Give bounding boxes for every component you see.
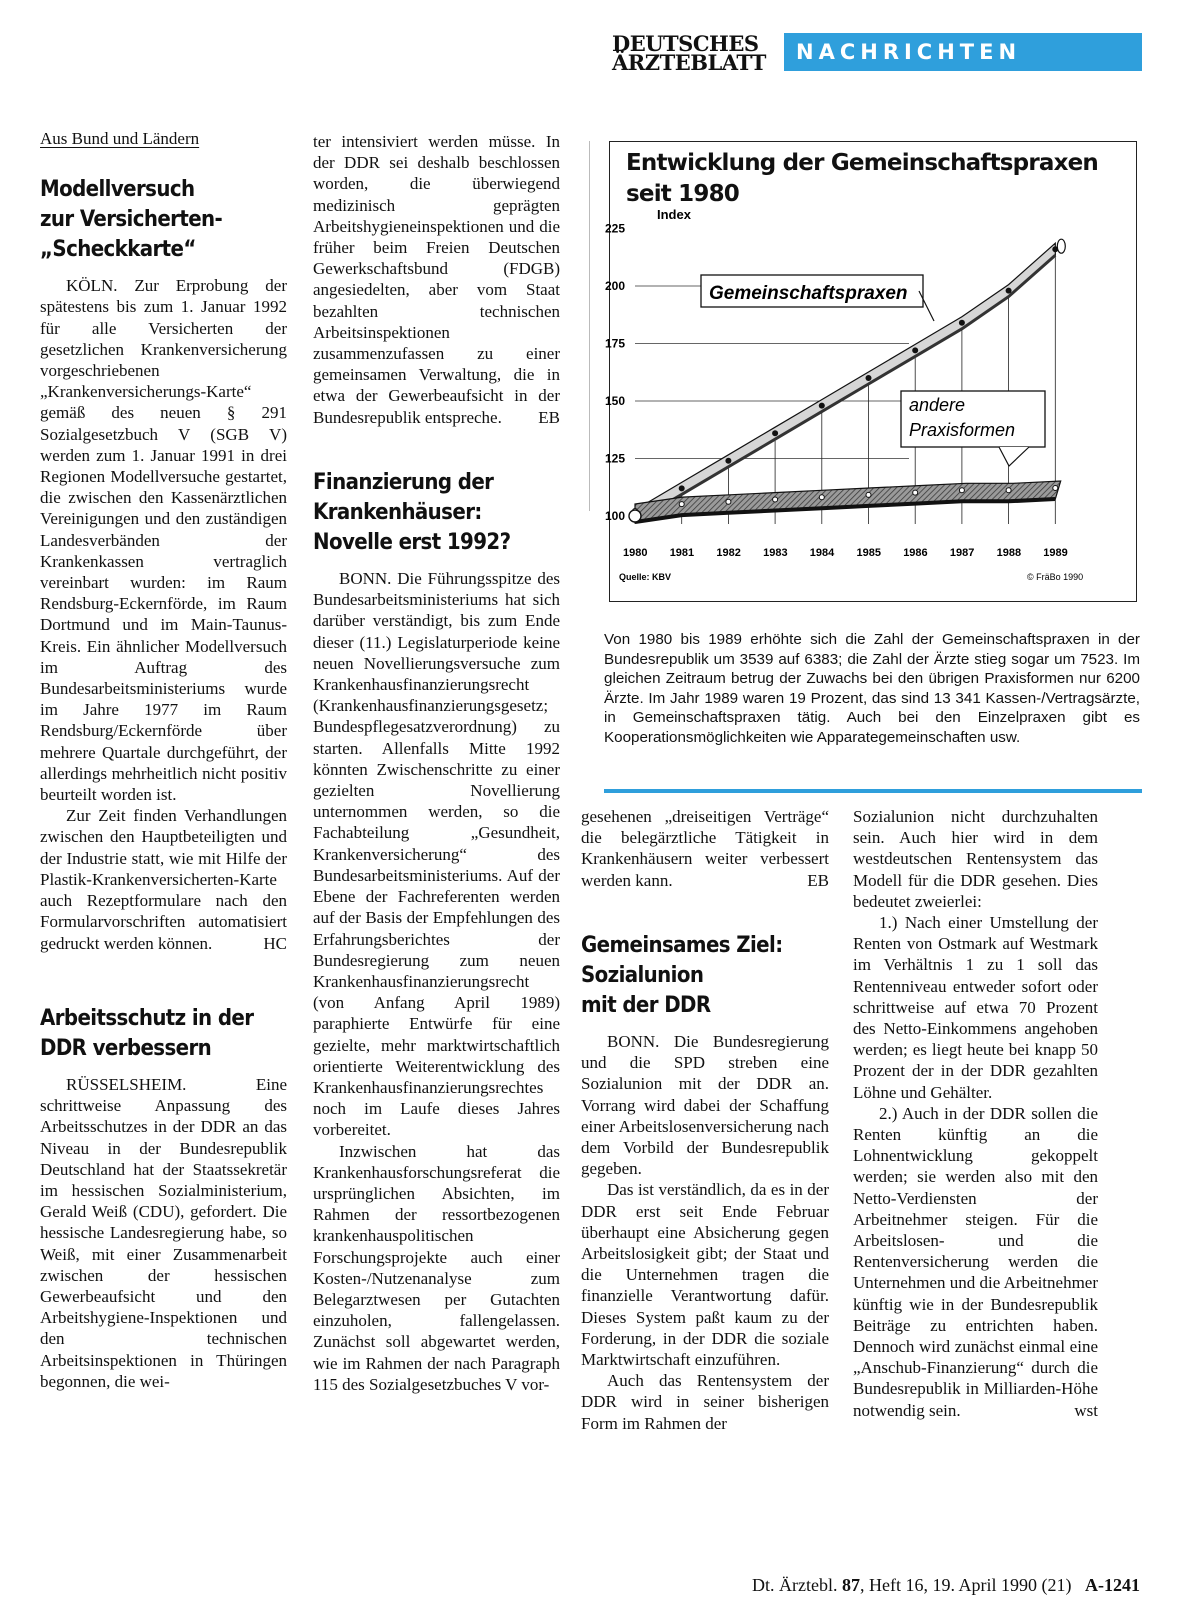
origin-marker xyxy=(629,510,641,522)
logo-line-1: DEUTSCHES xyxy=(612,31,759,56)
y-tick-label: 200 xyxy=(605,279,626,293)
headline-modellversuch xyxy=(40,175,287,265)
headline-finanzierung xyxy=(313,468,560,558)
x-tick-label: 1988 xyxy=(996,547,1022,559)
column-3 xyxy=(581,806,829,1434)
paragraph: ter intensiviert werden müsse. In der DDR sei deshalb beschlossen worden, die überwiegend medizinisch geprägten Arbeitshygieneinspektionen und die früher beim Freien Deutschen Gewerkschaftsbund (FDGB) angesiedelten, aber vom Staat bezahlten technischen Arbeitsinspektionen zusammenzufassen zu einer gemeinsamen Verwaltung, die in etwa der Gewerbeaufsicht in der Bundesrepublik entspreche. xyxy=(313,132,560,427)
label-andere-line-1: andere xyxy=(909,395,966,415)
data-point-gemeinschaftspraxen xyxy=(772,430,778,436)
headline-line: Gemeinsames Ziel: xyxy=(581,933,783,959)
paragraph: gesehenen „dreiseitigen Verträge“ die belegärztliche Tätigkeit in Krankenhäusern weiter verbessert werden kann. xyxy=(581,807,829,890)
data-point-andere xyxy=(1006,488,1011,493)
paragraph: BONN. Die Führungsspitze des Bundesarbeitsministeriums hat sich darüber verständigt, bis zum Ende dieser (11.) Legislaturperiode keine neuen Novellierungsversuche zum Krankenhausfinanzierungsrecht (Krankenhausfinanzierungsgesetz; Bundespflegesatzverordnung) zu starten. Allenfalls Mitte 1992 könnten Zwischenschritte zu einer gezielten Novellierung unternommen werden, so die Fachabteilung „Gesundheit, Krankenversicherung“ des Bundesarbeitsministeriums. Auf der Ebene der Fachreferenten werden auf der Basis der Empfehlungen des Erfahrungsberichtes der Bundesregierung zum neuen Krankenhausfinanzierungsrecht (von Anfang April 1989) paraphierte Entwürfe für eine gezielte, mehr marktwirtschaftlich orientierte Weiterentwicklung des Krankenhausfinanzierungsrechtes noch im Laufe dieses Jahres vorbereitet. xyxy=(313,569,560,1140)
data-point-gemeinschaftspraxen xyxy=(1006,288,1012,294)
column-divider xyxy=(589,141,590,511)
headline-line: „Scheckkarte“ xyxy=(40,237,196,263)
label-pointer-andere xyxy=(999,447,1029,466)
x-tick-label: 1983 xyxy=(763,547,788,559)
section-banner: NACHRICHTEN xyxy=(784,33,1142,71)
data-point-gemeinschaftspraxen xyxy=(959,320,965,326)
data-point-andere xyxy=(1053,486,1058,491)
paragraph: Inzwischen hat das Krankenhausforschungsreferat die ursprünglichen Absichten, im Rahmen der ressortbezogenen krankenhauspolitischen Forschungsprojekte auch einer Kosten-/Nutzenanalyse zum Belegarztwesen per Gutachten einzuholen, fallengelassen. Zunächst soll abgewartet werden, wie im Rahmen der nach Paragraph 115 des Sozialgesetzbuches V vor- xyxy=(313,1141,560,1394)
paragraph: Zur Zeit finden Verhandlungen zwischen den Hauptbeteiligten und der Industrie statt, wie mit Hilfe der Plastik-Krankenversicherten-Karte auch Rezeptformulare nach den Formularvorschriften automatisiert gedruckt werden können. xyxy=(40,806,287,953)
headline-line: Krankenhäuser: xyxy=(313,500,482,526)
data-point-andere xyxy=(726,499,731,504)
y-tick-label: 175 xyxy=(605,336,626,351)
x-tick-label: 1985 xyxy=(856,547,881,559)
chart-copyright: © FräBo 1990 xyxy=(1027,572,1084,582)
logo-line-2: ÄRZTEBLATT xyxy=(612,50,766,75)
headline-sozialunion xyxy=(581,931,829,1021)
y-tick-label: 150 xyxy=(605,394,626,408)
signature: HC xyxy=(263,933,287,953)
x-tick-label: 1980 xyxy=(623,547,648,559)
headline-line: zur Versicherten- xyxy=(40,207,223,233)
column-2 xyxy=(313,131,560,1395)
rubric: Aus Bund und Ländern xyxy=(40,129,200,148)
paragraph: KÖLN. Zur Erprobung der spätestens bis zum 1. Januar 1992 für alle Versicherten der gesetzlichen Krankenversicherung vorgeschriebenen „Krankenversicherungs-Karte“ gemäß des neuen § 291 Sozialgesetzbuch V (SGB V) werden zum 1. Januar 1991 in drei Regionen Modellversuche gestartet, die zwischen den Kassenärztlichen Vereinigungen und den zuständigen Landesverbänden der Krankenkassen vertraglich vereinbart wurden: im Raum Rendsburg-Eckernförde, im Raum Dortmund und im Main-Taunus-Kreis. Ein ähnlicher Modellversuch im Auftrag des Bundesarbeitsministeriums wurde im Jahre 1977 im Raum Rendsburg/Eckernförde über mehrere Quartale durchgeführt, der allerdings mehrheitlich nicht positiv beurteilt worden ist. xyxy=(40,276,287,805)
headline-line: DDR verbessern xyxy=(40,1035,212,1061)
data-point-andere xyxy=(959,488,964,493)
paragraph: Auch das Rentensystem der DDR wird in seiner bisherigen Form im Rahmen der xyxy=(581,1371,829,1433)
y-tick-label: 100 xyxy=(605,509,626,523)
paragraph: 2.) Auch in der DDR sollen die Renten künftig an die Lohnentwicklung gekoppelt werden; sie werden also mit den Netto-Verdiensten der Arbeitnehmer steigen. Für die Arbeitslosen- und die Rentenversicherung werden die Unternehmen und die Arbeitnehmer künftig wie in der Bundesrepublik Beiträge zu entrichten haben. Dennoch wird zunächst einmal eine „Anschub-Finanzierung“ durch die Bundesrepublik in Milliarden-Höhe notwendig sein. xyxy=(853,1103,1099,1420)
data-point-gemeinschaftspraxen xyxy=(912,347,918,353)
paragraph: Sozialunion nicht durchzuhalten sein. Auch hier wird in dem westdeutschen Rentensystem das Modell für die DDR gesehen. Dies bedeutet zweierlei: xyxy=(853,807,1098,911)
headline-line: Novelle erst 1992? xyxy=(313,530,511,556)
journal-logo xyxy=(612,31,780,75)
data-point-gemeinschaftspraxen xyxy=(679,485,685,491)
data-point-gemeinschaftspraxen xyxy=(819,403,825,409)
label-gemeinschaftspraxen: Gemeinschaftspraxen xyxy=(709,283,908,304)
data-point-andere xyxy=(866,492,871,497)
page-footer xyxy=(640,1575,1140,1596)
column-1 xyxy=(40,128,287,1392)
y-tick-label: 225 xyxy=(605,221,626,236)
data-point-andere xyxy=(679,502,684,507)
headline-line: Arbeitsschutz in der xyxy=(40,1005,254,1031)
series-end-cap xyxy=(1057,239,1065,253)
y-tick-label: 125 xyxy=(605,451,626,466)
column-4 xyxy=(853,806,1098,1421)
data-point-andere xyxy=(913,490,918,495)
x-tick-label: 1989 xyxy=(1043,547,1068,559)
data-point-gemeinschaftspraxen xyxy=(725,458,731,464)
signature: wst xyxy=(1074,1400,1098,1420)
headline-line: Sozialunion xyxy=(581,963,704,989)
x-tick-label: 1982 xyxy=(716,547,741,559)
headline-line: Finanzierung der xyxy=(313,470,494,496)
chart-plot xyxy=(605,141,1137,602)
signature: EB xyxy=(538,407,560,427)
paragraph: Das ist verständlich, da es in der DDR erst seit Ende Februar überhaupt eine Absicherung gegen Arbeitslosigkeit gibt; der Staat und die Unternehmen tragen die finanzielle Verantwortung dafür. Dieses System paßt kaum zu der Forderung, in der DDR die soziale Marktwirtschaft einzuführen. xyxy=(581,1180,829,1370)
chart-title-line-2: seit 1980 xyxy=(626,181,739,207)
y-axis-label: Index xyxy=(657,207,691,222)
label-andere-line-2: Praxisformen xyxy=(909,420,1016,440)
x-tick-label: 1986 xyxy=(903,547,928,559)
footer-issue: , Heft 16, 19. April 1990 (21) xyxy=(860,1575,1072,1595)
headline-line: mit der DDR xyxy=(581,993,711,1019)
footer-volume: 87 xyxy=(842,1575,861,1595)
headline-line: Modellversuch xyxy=(40,177,195,203)
chart-title-line-1: Entwicklung der Gemeinschaftspraxen xyxy=(626,150,1099,176)
footer-journal: Dt. Ärztebl. xyxy=(752,1575,838,1595)
divider-rule xyxy=(604,789,1142,793)
headline-arbeitsschutz xyxy=(40,1004,287,1064)
data-point-andere xyxy=(773,497,778,502)
footer-page: A-1241 xyxy=(1085,1575,1140,1595)
paragraph: RÜSSELSHEIM. Eine schrittweise Anpassung des Arbeitsschutzes in der DDR an das Niveau in der Bundesrepublik Deutschland hat der Staatssekretär im hessischen Sozialministerium, Gerald Weiß (CDU), gefordert. Die hessische Landesregierung habe, so Weiß, mit einer Zusammenarbeit zwischen der hessischen Gewerbeaufsicht und den Arbeitshygiene-Inspektionen und den technischen Arbeitsinspektionen in Thüringen begonnen, die wei- xyxy=(40,1074,287,1391)
x-tick-label: 1981 xyxy=(669,547,695,559)
paragraph: BONN. Die Bundesregierung und die SPD streben eine Sozialunion mit der DDR an. Vorrang wird dabei der Schaffung einer Arbeitslosenversicherung nach dem Vorbild der Bundesrepublik gegeben. xyxy=(581,1032,829,1179)
paragraph: 1.) Nach einer Umstellung der Renten von Ostmark auf Westmark im Verhältnis 1 zu 1 soll das Rentenniveau entweder sofort oder schrittweise auf etwa 70 Prozent des Netto-Einkommens angehoben werden; es liegt heute bei knapp 50 Prozent der in der DDR gezahlten Löhne und Gehälter. xyxy=(853,913,1098,1102)
x-tick-label: 1984 xyxy=(809,547,835,559)
chart-caption: Von 1980 bis 1989 erhöhte sich die Zahl der Gemeinschaftspraxen in der Bundesrepublik um 3539 auf 6383; die Zahl der Ärzte stieg sogar um 7523. Im gleichen Zeitraum betrug der Zuwachs bei den übrigen Praxisformen nur 6200 Ärzte. Im Jahr 1989 waren 19 Prozent, das sind 13 341 Kassen-/Vertragsärzte, in Gemeinschaftspraxen tätig. Auch bei den Einzelpraxen gibt es Kooperationsmöglichkeiten wie Apparategemeinschaften usw. xyxy=(604,631,1140,746)
data-point-gemeinschaftspraxen xyxy=(866,375,872,381)
chart-source: Quelle: KBV xyxy=(619,572,672,582)
x-tick-label: 1987 xyxy=(949,547,975,559)
data-point-andere xyxy=(819,495,824,500)
signature: EB xyxy=(807,870,829,890)
